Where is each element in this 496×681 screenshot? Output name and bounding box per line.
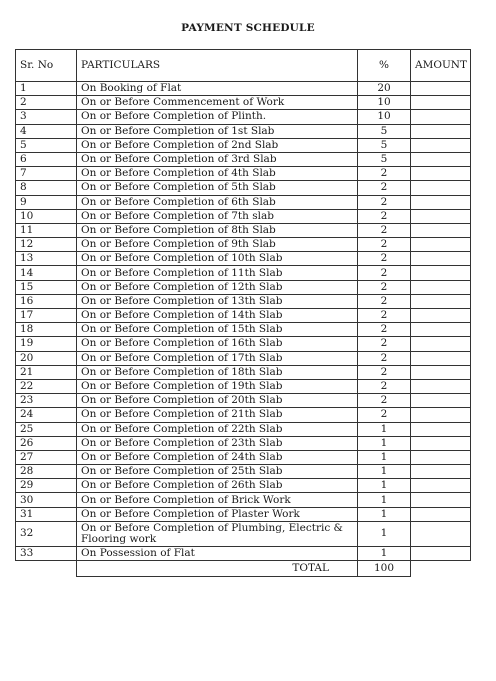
amount-cell (411, 223, 471, 237)
sr-no-cell: 22 (16, 379, 77, 393)
sr-no-cell: 23 (16, 394, 77, 408)
particular-cell: On or Before Completion of 23th Slab (77, 436, 358, 450)
table-row (16, 82, 471, 96)
total-label: TOTAL (77, 561, 358, 577)
amount-cell (411, 379, 471, 393)
table-row (16, 152, 471, 166)
table-row (16, 394, 471, 408)
table-header-row (16, 50, 471, 82)
amount-cell (411, 195, 471, 209)
percent-cell: 2 (358, 167, 411, 181)
percent-cell: 1 (358, 546, 411, 560)
percent-cell: 2 (358, 394, 411, 408)
percent-cell: 2 (358, 280, 411, 294)
percent-cell: 1 (358, 493, 411, 507)
percent-cell: 2 (358, 408, 411, 422)
particular-cell: On or Before Completion of 2nd Slab (77, 138, 358, 152)
amount-cell (411, 294, 471, 308)
particular-cell: On or Before Commencement of Work (77, 96, 358, 110)
particular-cell: On or Before Completion of Brick Work (77, 493, 358, 507)
sr-no-cell: 9 (16, 195, 77, 209)
percent-cell: 1 (358, 436, 411, 450)
particular-cell: On or Before Completion of Plumbing, Electric & Flooring work (77, 521, 358, 546)
particular-cell: On or Before Completion of 15th Slab (77, 323, 358, 337)
percent-cell: 2 (358, 351, 411, 365)
sr-no-cell: 17 (16, 309, 77, 323)
percent-cell: 2 (358, 294, 411, 308)
table-row (16, 521, 471, 546)
sr-no-cell: 19 (16, 337, 77, 351)
table-row (16, 209, 471, 223)
table-row (16, 223, 471, 237)
particular-cell: On or Before Completion of 26th Slab (77, 479, 358, 493)
amount-cell (411, 365, 471, 379)
sr-no-cell: 31 (16, 507, 77, 521)
total-blank-cell (16, 561, 77, 577)
percent-cell: 2 (358, 323, 411, 337)
particular-cell: On or Before Completion of 21th Slab (77, 408, 358, 422)
table-row (16, 124, 471, 138)
table-row (16, 238, 471, 252)
amount-cell (411, 110, 471, 124)
table-row (16, 507, 471, 521)
sr-no-cell: 14 (16, 266, 77, 280)
particular-cell: On or Before Completion of 7th slab (77, 209, 358, 223)
sr-no-cell: 7 (16, 167, 77, 181)
particular-cell: On or Before Completion of 13th Slab (77, 294, 358, 308)
amount-cell (411, 521, 471, 546)
particular-cell: On or Before Completion of 18th Slab (77, 365, 358, 379)
amount-cell (411, 422, 471, 436)
sr-no-cell: 5 (16, 138, 77, 152)
table-row (16, 379, 471, 393)
amount-cell (411, 351, 471, 365)
particular-cell: On or Before Completion of 10th Slab (77, 252, 358, 266)
amount-cell (411, 280, 471, 294)
particular-cell: On Booking of Flat (77, 82, 358, 96)
particular-cell: On or Before Completion of 25th Slab (77, 465, 358, 479)
table-body (16, 82, 471, 561)
header-sr-no: Sr. No (16, 50, 77, 82)
table-row (16, 408, 471, 422)
amount-cell (411, 323, 471, 337)
amount-cell (411, 465, 471, 479)
particular-cell: On or Before Completion of 12th Slab (77, 280, 358, 294)
percent-cell: 2 (358, 309, 411, 323)
table-row (16, 195, 471, 209)
percent-cell: 2 (358, 365, 411, 379)
sr-no-cell: 1 (16, 82, 77, 96)
amount-cell (411, 82, 471, 96)
particular-cell: On or Before Completion of 8th Slab (77, 223, 358, 237)
header-particulars: PARTICULARS (77, 50, 358, 82)
particular-cell: On or Before Completion of 11th Slab (77, 266, 358, 280)
page-title: PAYMENT SCHEDULE (181, 22, 315, 34)
table-row (16, 181, 471, 195)
table-row (16, 323, 471, 337)
sr-no-cell: 10 (16, 209, 77, 223)
amount-cell (411, 493, 471, 507)
percent-cell: 2 (358, 238, 411, 252)
sr-no-cell: 8 (16, 181, 77, 195)
particular-cell: On or Before Completion of 19th Slab (77, 379, 358, 393)
amount-cell (411, 546, 471, 560)
amount-cell (411, 436, 471, 450)
table-row (16, 546, 471, 560)
amount-cell (411, 181, 471, 195)
percent-cell: 2 (358, 223, 411, 237)
amount-cell (411, 252, 471, 266)
amount-cell (411, 408, 471, 422)
sr-no-cell: 15 (16, 280, 77, 294)
percent-cell: 2 (358, 195, 411, 209)
amount-cell (411, 394, 471, 408)
particular-cell: On or Before Completion of 1st Slab (77, 124, 358, 138)
percent-cell: 2 (358, 209, 411, 223)
particular-cell: On or Before Completion of 3rd Slab (77, 152, 358, 166)
table-row (16, 450, 471, 464)
percent-cell: 5 (358, 152, 411, 166)
percent-cell: 10 (358, 96, 411, 110)
amount-cell (411, 266, 471, 280)
amount-cell (411, 167, 471, 181)
percent-cell: 20 (358, 82, 411, 96)
total-value: 100 (358, 561, 411, 577)
particular-cell: On or Before Completion of 24th Slab (77, 450, 358, 464)
table-row (16, 96, 471, 110)
table-row (16, 351, 471, 365)
percent-cell: 5 (358, 124, 411, 138)
sr-no-cell: 33 (16, 546, 77, 560)
sr-no-cell: 25 (16, 422, 77, 436)
sr-no-cell: 29 (16, 479, 77, 493)
percent-cell: 1 (358, 507, 411, 521)
table-row (16, 167, 471, 181)
header-amount: AMOUNT (411, 50, 471, 82)
sr-no-cell: 21 (16, 365, 77, 379)
percent-cell: 5 (358, 138, 411, 152)
sr-no-cell: 16 (16, 294, 77, 308)
amount-cell (411, 152, 471, 166)
particular-cell: On or Before Completion of Plinth. (77, 110, 358, 124)
sr-no-cell: 30 (16, 493, 77, 507)
percent-cell: 1 (358, 422, 411, 436)
sr-no-cell: 6 (16, 152, 77, 166)
particular-cell: On or Before Completion of 9th Slab (77, 238, 358, 252)
percent-cell: 1 (358, 479, 411, 493)
percent-cell: 10 (358, 110, 411, 124)
amount-cell (411, 238, 471, 252)
header-percent: % (358, 50, 411, 82)
percent-cell: 2 (358, 252, 411, 266)
sr-no-cell: 20 (16, 351, 77, 365)
total-row (16, 561, 471, 577)
particular-cell: On or Before Completion of 22th Slab (77, 422, 358, 436)
table-row (16, 309, 471, 323)
total-amount-blank (411, 561, 471, 577)
sr-no-cell: 24 (16, 408, 77, 422)
particular-cell: On or Before Completion of 4th Slab (77, 167, 358, 181)
particular-cell: On or Before Completion of 17th Slab (77, 351, 358, 365)
percent-cell: 2 (358, 181, 411, 195)
percent-cell: 1 (358, 450, 411, 464)
particular-cell: On or Before Completion of 5th Slab (77, 181, 358, 195)
amount-cell (411, 309, 471, 323)
percent-cell: 2 (358, 266, 411, 280)
sr-no-cell: 11 (16, 223, 77, 237)
percent-cell: 2 (358, 379, 411, 393)
table-row (16, 493, 471, 507)
sr-no-cell: 27 (16, 450, 77, 464)
particular-cell: On or Before Completion of 6th Slab (77, 195, 358, 209)
sr-no-cell: 4 (16, 124, 77, 138)
amount-cell (411, 124, 471, 138)
amount-cell (411, 96, 471, 110)
sr-no-cell: 18 (16, 323, 77, 337)
particular-cell: On or Before Completion of 20th Slab (77, 394, 358, 408)
amount-cell (411, 337, 471, 351)
percent-cell: 1 (358, 521, 411, 546)
table-row (16, 280, 471, 294)
particular-cell: On Possession of Flat (77, 546, 358, 560)
table-row (16, 422, 471, 436)
table-row (16, 365, 471, 379)
sr-no-cell: 12 (16, 238, 77, 252)
percent-cell: 1 (358, 465, 411, 479)
sr-no-cell: 13 (16, 252, 77, 266)
particular-cell: On or Before Completion of 14th Slab (77, 309, 358, 323)
table-row (16, 337, 471, 351)
amount-cell (411, 479, 471, 493)
sr-no-cell: 26 (16, 436, 77, 450)
table-row (16, 479, 471, 493)
sr-no-cell: 32 (16, 521, 77, 546)
table-row (16, 138, 471, 152)
sr-no-cell: 28 (16, 465, 77, 479)
percent-cell: 2 (358, 337, 411, 351)
table-row (16, 465, 471, 479)
table-row (16, 294, 471, 308)
sr-no-cell: 3 (16, 110, 77, 124)
particular-cell: On or Before Completion of Plaster Work (77, 507, 358, 521)
table-row (16, 110, 471, 124)
amount-cell (411, 450, 471, 464)
table-row (16, 266, 471, 280)
particular-cell: On or Before Completion of 16th Slab (77, 337, 358, 351)
amount-cell (411, 209, 471, 223)
payment-schedule-table (15, 49, 471, 577)
table-row (16, 436, 471, 450)
amount-cell (411, 507, 471, 521)
table-row (16, 252, 471, 266)
amount-cell (411, 138, 471, 152)
sr-no-cell: 2 (16, 96, 77, 110)
